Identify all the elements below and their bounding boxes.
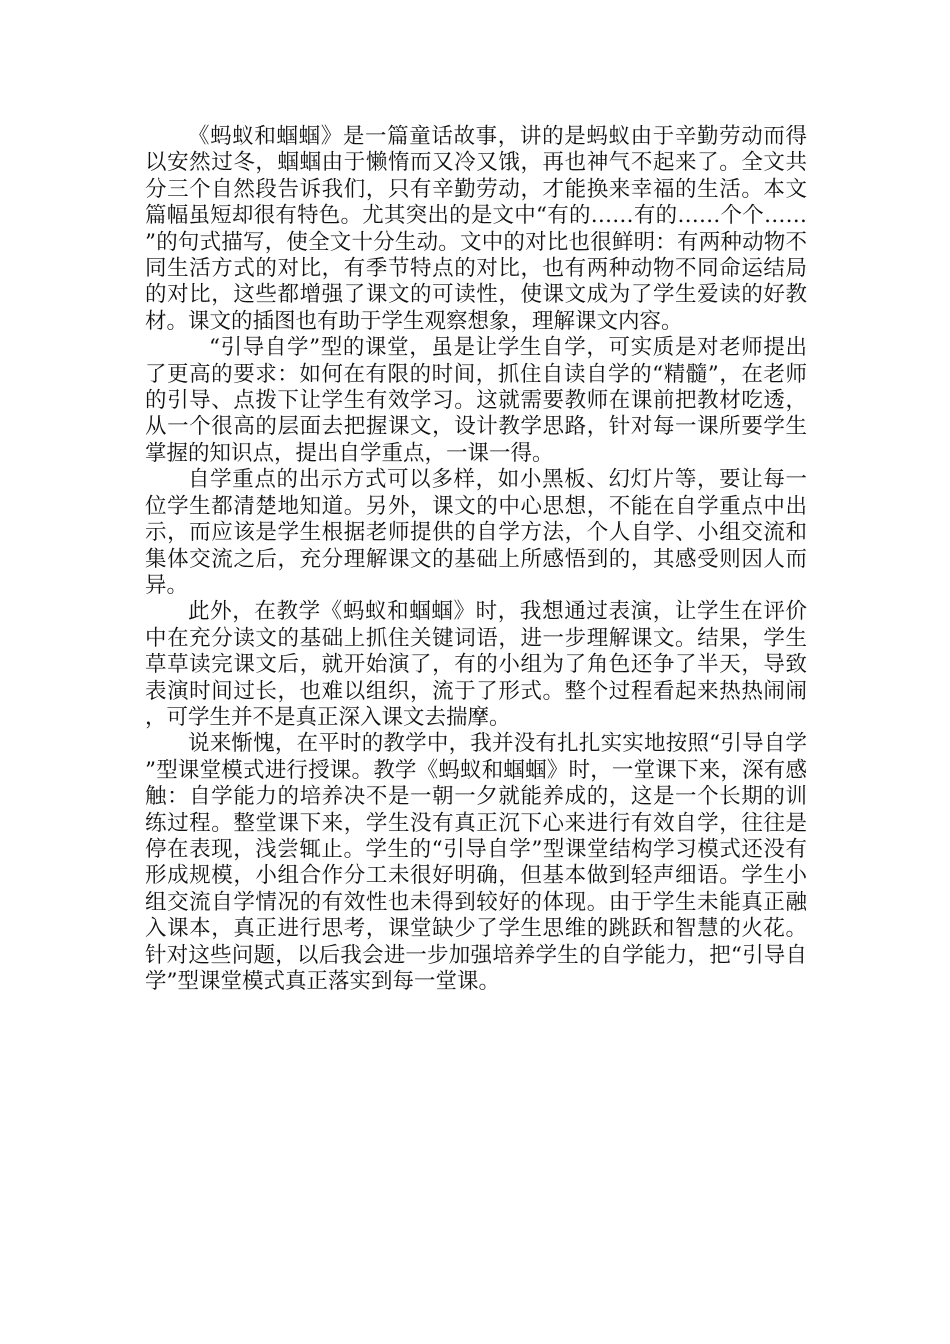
paragraph-4: 此外，在教学《蚂蚁和蝈蝈》时，我想通过表演，让学生在评价中在充分读文的基础上抓住关键词语，进一步理解课文。结果，学生草草读完课文后，就开始演了，有的小组为了角色还争了半天，导致表演时间过长，也难以组织，流于了形式。整个过程看起来热热闹闹，可学生并不是真正深入课文去揣摩。 — [145, 599, 807, 730]
paragraph-2: “引导自学”型的课堂，虽是让学生自学，可实质是对老师提出了更高的要求：如何在有限的时间，抓住自读自学的“精髓”，在老师的引导、点拨下让学生有效学习。这就需要教师在课前把教材吃透，从一个很高的层面去把握课文，设计教学思路，针对每一课所要学生掌握的知识点，提出自学重点，一课一得。 — [145, 335, 807, 466]
document-body — [145, 124, 807, 995]
paragraph-5: 说来惭愧，在平时的教学中，我并没有扎扎实实地按照“引导自学”型课堂模式进行授课。教学《蚂蚁和蝈蝈》时，一堂课下来，深有感触：自学能力的培养决不是一朝一夕就能养成的，这是一个长期的训练过程。整堂课下来，学生没有真正沉下心来进行有效自学，往往是停在表现，浅尝辄止。学生的“引导自学”型课堂结构学习模式还没有形成规模，小组合作分工未很好明确，但基本做到轻声细语。学生小组交流自学情况的有效性也未得到较好的体现。由于学生未能真正融入课本，真正进行思考，课堂缺少了学生思维的跳跃和智慧的火花。针对这些问题，以后我会进一步加强培养学生的自学能力，把“引导自学”型课堂模式真正落实到每一堂课。 — [145, 731, 807, 994]
paragraph-1: 《蚂蚁和蝈蝈》是一篇童话故事，讲的是蚂蚁由于辛勤劳动而得以安然过冬，蝈蝈由于懒惰而又冷又饿，再也神气不起来了。全文共分三个自然段告诉我们，只有辛勤劳动，才能换来幸福的生活。本文篇幅虽短却很有特色。尤其突出的是文中“有的……有的……个个……”的句式描写，使全文十分生动。文中的对比也很鲜明：有两种动物不同生活方式的对比，有季节特点的对比，也有两种动物不同命运结局的对比，这些都增强了课文的可读性，使课文成为了学生爱读的好教材。课文的插图也有助于学生观察想象，理解课文内容。 — [145, 124, 807, 334]
paragraph-3: 自学重点的出示方式可以多样，如小黑板、幻灯片等，要让每一位学生都清楚地知道。另外，课文的中心思想，不能在自学重点中出示，而应该是学生根据老师提供的自学方法，个人自学、小组交流和集体交流之后，充分理解课文的基础上所感悟到的，其感受则因人而异。 — [145, 467, 807, 598]
